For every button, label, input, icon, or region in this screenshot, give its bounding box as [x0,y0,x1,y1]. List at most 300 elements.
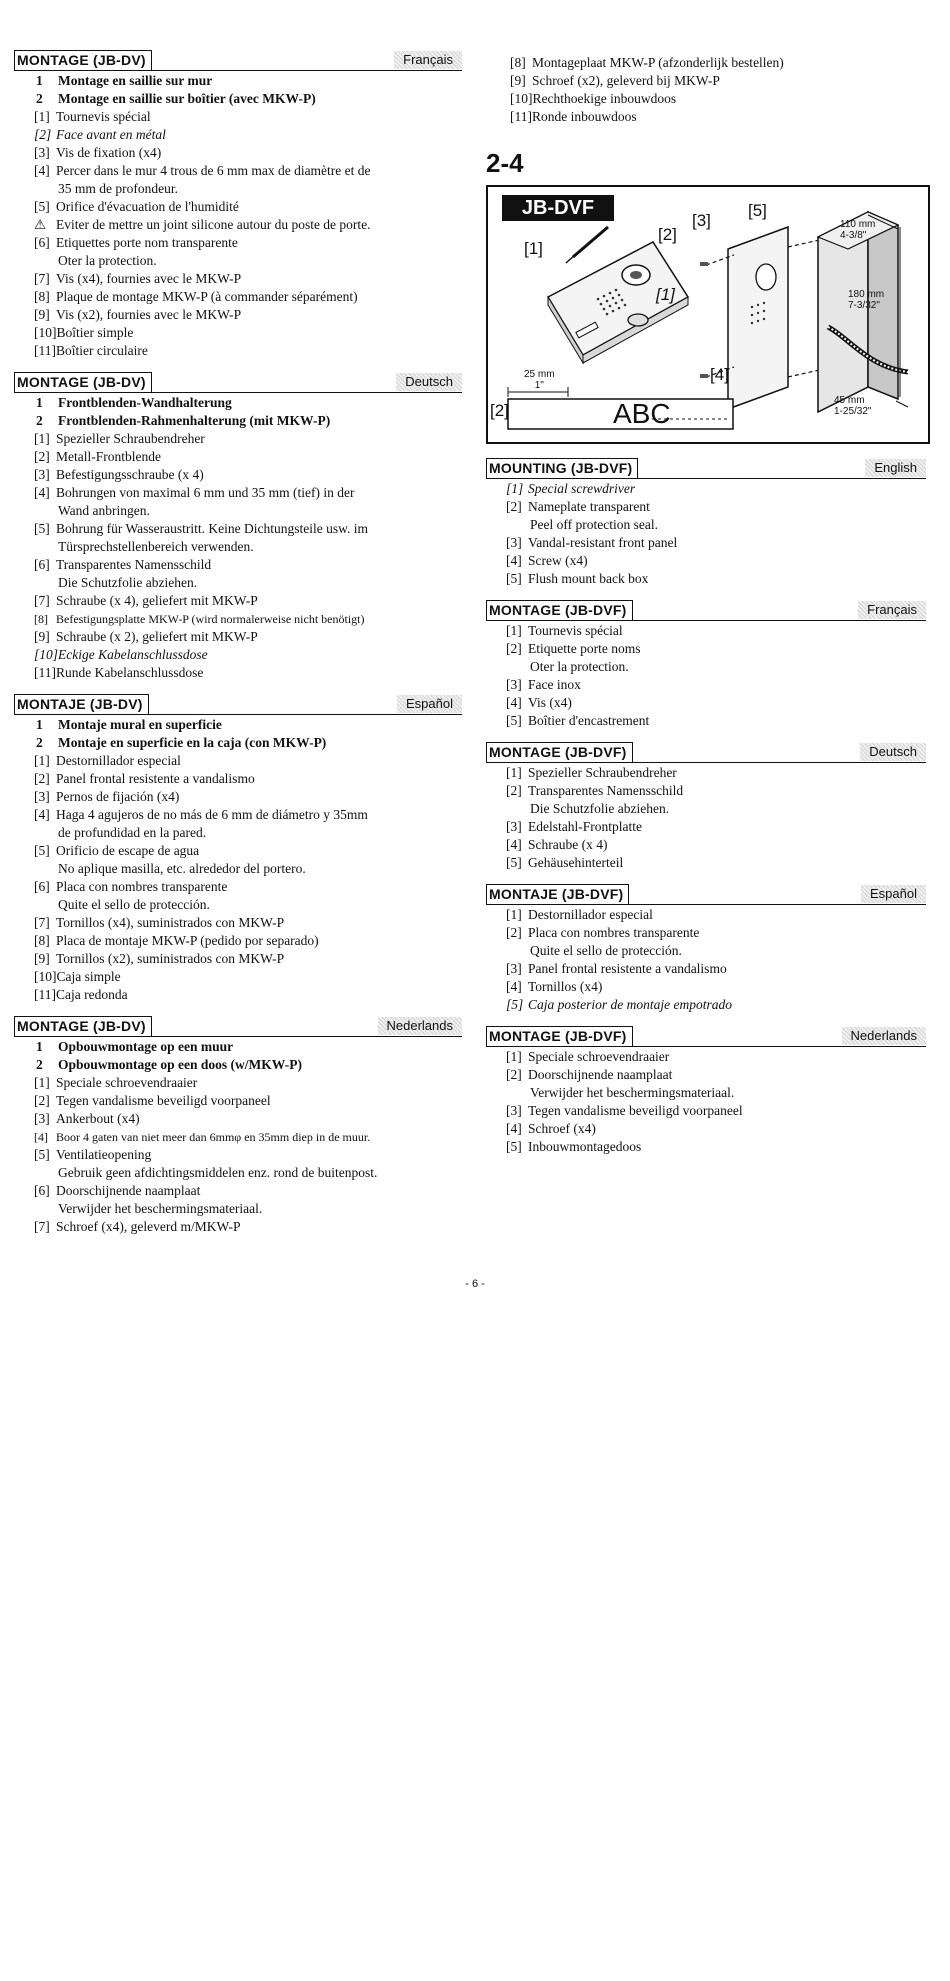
item-text: Die Schutzfolie abziehen. [58,575,198,590]
list-item-continuation [14,574,462,592]
jb-dvf-diagram [486,185,930,444]
item-text: Orificio de escape de agua [56,843,200,858]
language-tag: Français [394,51,462,69]
item-text: Befestigungsschraube (x 4) [56,467,204,482]
section-header [486,742,926,763]
callout-5: [5] [748,201,767,220]
item-text: Spezieller Schraubendreher [56,431,205,446]
item-number: [5] [506,997,524,1012]
language-tag: Deutsch [396,373,462,391]
item-text: Peel off protection seal. [530,517,658,532]
item-text: Haga 4 agujeros de no más de 6 mm de diámetro y 35mm [56,807,368,822]
list-item [14,306,462,324]
section-title: MONTAGE (JB-DV) [14,372,152,392]
item-text: Orifice d'évacuation de l'humidité [56,199,239,214]
item-number: 2 [36,735,43,750]
item-text: Schraube (x 4), geliefert mit MKW-P [56,593,258,608]
list-item [14,342,462,360]
item-text: Spezieller Schraubendreher [528,765,677,780]
item-number: [11] [34,987,56,1002]
list-item [14,556,462,574]
list-item-continuation [486,516,926,534]
front-panel-lens [756,264,776,290]
item-number: [2] [506,499,522,514]
language-tag: Nederlands [378,1017,463,1035]
list-item [486,782,926,800]
item-number: [11] [34,665,56,680]
item-text: Flush mount back box [528,571,649,586]
list-item [486,906,926,924]
item-number: [5] [34,199,50,214]
list-item [486,54,926,72]
item-number: [2] [34,771,50,786]
item-text: Opbouwmontage op een doos (w/MKW-P) [58,1057,303,1072]
item-number: [2] [34,449,50,464]
list-item [14,1146,462,1164]
item-number: [4] [506,553,522,568]
list-item [486,1048,926,1066]
item-text: Oter la protection. [530,659,629,674]
item-number: [7] [34,915,50,930]
list-item [486,90,926,108]
section-title: MOUNTING (JB-DVF) [486,458,638,478]
item-text: Tegen vandalisme beveiligd voorpaneel [56,1093,271,1108]
item-number: [2] [506,925,522,940]
item-text: Etiquette porte noms [528,641,641,656]
item-number: 1 [36,395,43,410]
item-number: [1] [506,623,522,638]
callout-2: [2] [658,225,677,244]
section-title: MONTAGE (JB-DV) [14,1016,152,1036]
item-text: Panel frontal resistente a vandalismo [528,961,727,976]
item-number: [3] [34,467,50,482]
item-number: [5] [506,713,522,728]
list-item [14,664,462,682]
item-text: Screw (x4) [528,553,588,568]
item-text: Destornillador especial [56,753,181,768]
section-title: MONTAJE (JB-DV) [14,694,149,714]
section [14,1016,462,1236]
item-text: Boîtier simple [56,325,134,340]
item-number: [7] [34,593,50,608]
left-sections [14,50,462,1236]
item-number: [4] [34,1130,48,1144]
section [486,884,926,1014]
list-item [486,960,926,978]
section [486,600,926,730]
item-text: Panel frontal resistente a vandalismo [56,771,255,786]
item-number: [6] [34,879,50,894]
item-number: 2 [36,1057,43,1072]
section [486,1026,926,1156]
list-item [14,72,462,90]
list-item [14,1074,462,1092]
item-text: Vandal-resistant front panel [528,535,678,550]
section [14,694,462,1004]
item-text: Verwijder het beschermingsmateriaal. [58,1201,263,1216]
language-tag: Nederlands [842,1027,927,1045]
callout-4: [4] [710,365,729,384]
list-item [14,878,462,896]
item-text: Metall-Frontblende [56,449,161,464]
item-number: [1] [34,753,50,768]
item-text: Nameplate transparent [528,499,650,514]
item-text: Face avant en métal [56,127,166,142]
item-text: Doorschijnende naamplaat [528,1067,673,1082]
item-number: [1] [34,1075,50,1090]
language-tag: Deutsch [860,743,926,761]
item-number: [5] [34,843,50,858]
item-number: [6] [34,1183,50,1198]
list-item [486,1120,926,1138]
list-item [486,552,926,570]
item-text: Tornillos (x4) [528,979,603,994]
item-number: [5] [506,1139,522,1154]
item-text: Caja redonda [56,987,128,1002]
list-item [14,108,462,126]
item-text: Ventilatieopening [56,1147,152,1162]
list-item [14,324,462,342]
list-item [486,978,926,996]
item-number: [7] [34,271,50,286]
list-item [486,72,926,90]
item-text: Speciale schroevendraaier [56,1075,198,1090]
list-item [14,628,462,646]
section-title: MONTAGE (JB-DV) [14,50,152,70]
item-number: [4] [34,485,50,500]
dim-height-mm: 180 mm [848,289,885,300]
item-number: [8] [34,289,50,304]
dim-nameplate-in: 1" [534,380,544,391]
item-text: Bohrung für Wasseraustritt. Keine Dichtungsteile usw. im [56,521,368,536]
item-number: ⚠ [34,217,47,232]
item-text: Caja posterior de montaje empotrado [528,997,732,1012]
item-text: Türsprechstellenbereich verwenden. [58,539,254,554]
item-text: Edelstahl-Frontplatte [528,819,642,834]
front-panel-exploded [728,227,788,409]
item-text: Gehäusehinterteil [528,855,624,870]
callout-2-nameplate: [2] [490,401,509,420]
list-item [14,448,462,466]
dim-depth [834,395,871,417]
list-item [486,1138,926,1156]
list-item [14,734,462,752]
list-item [14,394,462,412]
callout-3: [3] [692,211,711,230]
item-text: Schraube (x 4) [528,837,608,852]
callout-1: [1] [524,239,543,258]
list-item [486,108,926,126]
list-item [14,986,462,1004]
list-item [486,694,926,712]
item-number: [4] [506,695,522,710]
list-item [486,1102,926,1120]
list-item [14,1182,462,1200]
item-text: Vis (x4), fournies avec le MKW-P [56,271,242,286]
list-item [486,498,926,516]
list-item [14,914,462,932]
list-item [14,198,462,216]
item-number: [5] [34,1147,50,1162]
section-title: MONTAGE (JB-DVF) [486,742,633,762]
list-item [14,162,462,180]
section [486,458,926,588]
item-number: [10] [34,969,57,984]
item-number: [2] [506,641,522,656]
item-text: Transparentes Namensschild [528,783,684,798]
screws [700,262,708,378]
item-number: [4] [506,1121,522,1136]
item-text: Destornillador especial [528,907,653,922]
item-number: 1 [36,73,43,88]
item-number: [11] [34,343,56,358]
callout-1-lower: [1] [656,285,675,304]
item-number: [5] [506,855,522,870]
screwdriver-tip [566,254,576,263]
item-text: Rechthoekige inbouwdoos [532,91,677,106]
item-text: Montaje en superficie en la caja (con MKW-P) [58,735,327,750]
item-number: [2] [506,1067,522,1082]
item-number: [3] [506,819,522,834]
item-number: [1] [506,1049,522,1064]
item-number: [3] [34,145,50,160]
list-item-continuation [14,180,462,198]
item-number: [1] [34,431,50,446]
list-item [14,1128,462,1146]
item-text: Schroef (x4), geleverd m/MKW-P [56,1219,241,1234]
dim-nameplate-mm: 25 mm [524,369,555,380]
list-item [14,126,462,144]
item-text: Befestigungsplatte MKW-P (wird normalerweise nicht benötigt) [56,612,365,626]
list-item [14,950,462,968]
item-number: [1] [506,765,522,780]
list-item [486,534,926,552]
item-number: [4] [34,163,50,178]
language-tag: Español [397,695,462,713]
list-item [14,1110,462,1128]
list-item [14,932,462,950]
item-number: [9] [34,629,50,644]
item-text: Schroef (x4) [528,1121,596,1136]
item-text: Special screwdriver [528,481,636,496]
item-text: Tegen vandalisme beveiligd voorpaneel [528,1103,743,1118]
list-item [486,764,926,782]
dim-width-in: 4-3/8" [840,230,867,241]
list-item [14,1056,462,1074]
item-text: Boor 4 gaten van niet meer dan 6mmφ en 35mm diep in de muur. [56,1130,371,1144]
item-text: Schroef (x2), geleverd bij MKW-P [532,73,720,88]
section-title: MONTAGE (JB-DVF) [486,600,633,620]
section-number: 2-4 [486,148,524,178]
item-number: [4] [506,837,522,852]
item-number: [4] [34,807,50,822]
item-number: [3] [34,1111,50,1126]
item-number: [9] [34,307,50,322]
item-text: Montaje mural en superficie [58,717,222,732]
list-item [486,570,926,588]
item-text: Eckige Kabelanschlussdose [58,647,208,662]
item-text: Tornillos (x4), suministrados con MKW-P [56,915,285,930]
item-number: [8] [510,55,526,70]
item-text: Eviter de mettre un joint silicone autour du poste de porte. [56,217,371,232]
item-text: Tornillos (x2), suministrados con MKW-P [56,951,285,966]
dim-width [840,219,875,241]
call-button [628,314,648,326]
item-number: [6] [34,557,50,572]
item-number: [1] [506,481,524,496]
item-text: Bohrungen von maximal 6 mm und 35 mm (tief) in der [56,485,355,500]
item-text: Runde Kabelanschlussdose [56,665,204,680]
item-number: [8] [34,933,50,948]
item-text: Frontblenden-Wandhalterung [58,395,232,410]
dim-height-in: 7-3/32" [848,300,880,311]
model-tag: JB-DVF [502,195,614,221]
left-column [14,50,462,1248]
dim-width-mm: 110 mm [840,219,876,230]
item-number: [5] [506,571,522,586]
list-item [486,996,926,1014]
item-text: Montage en saillie sur mur [58,73,213,88]
list-item [486,622,926,640]
item-text: Montage en saillie sur boîtier (avec MKW-P) [58,91,316,106]
list-item-continuation [14,824,462,842]
list-item-continuation [14,1200,462,1218]
item-number: [3] [506,535,522,550]
item-text: Face inox [528,677,581,692]
list-item [14,788,462,806]
item-number: [4] [506,979,522,994]
list-item [14,1038,462,1056]
item-text: Tournevis spécial [56,109,151,124]
item-number: [1] [34,109,50,124]
item-text: Die Schutzfolie abziehen. [530,801,670,816]
item-text: Gebruik geen afdichtingsmiddelen enz. rond de buitenpost. [58,1165,378,1180]
dim-depth-in: 1-25/32" [834,406,872,417]
section-header [14,50,462,71]
item-text: Plaque de montage MKW-P (à commander séparément) [56,289,358,304]
list-item [486,854,926,872]
item-text: Etiquettes porte nom transparente [56,235,238,250]
list-item [14,842,462,860]
item-text: Percer dans le mur 4 trous de 6 mm max de diamètre et de [56,163,371,178]
list-item [14,968,462,986]
list-item [486,712,926,730]
item-text: Verwijder het beschermingsmateriaal. [530,1085,735,1100]
item-number: [2] [506,783,522,798]
right-sections [486,458,926,1156]
section-header [14,372,462,393]
list-item [14,288,462,306]
list-item [486,818,926,836]
section-header [486,458,926,479]
item-text: Speciale schroevendraaier [528,1049,670,1064]
item-number: [3] [506,961,522,976]
list-item [14,90,462,108]
section-title: MONTAGE (JB-DVF) [486,1026,633,1046]
list-item-continuation [14,252,462,270]
section [14,50,462,360]
item-number: 1 [36,1039,43,1054]
list-item [486,924,926,942]
item-text: Opbouwmontage op een muur [58,1039,234,1054]
item-text: No aplique masilla, etc. alrededor del portero. [58,861,306,876]
item-text: Transparentes Namensschild [56,557,212,572]
item-text: Boîtier d'encastrement [528,713,650,728]
section-title: MONTAJE (JB-DVF) [486,884,629,904]
item-number: [2] [34,127,52,142]
nederlands-continuation [486,54,926,126]
item-number: [9] [34,951,50,966]
item-number: [5] [34,521,50,536]
camera-lens-inner [630,271,642,279]
item-text: Schraube (x 2), geliefert mit MKW-P [56,629,258,644]
dim-nameplate [524,369,555,391]
list-item [14,484,462,502]
item-text: Caja simple [56,969,121,984]
list-item [14,806,462,824]
item-number: [7] [34,1219,50,1234]
item-number: [10] [34,647,59,662]
language-tag: Español [861,885,926,903]
list-item-continuation [14,1164,462,1182]
section-header [486,1026,926,1047]
list-item [14,216,462,234]
item-text: Quite el sello de protección. [530,943,682,958]
section-header [14,1016,462,1037]
item-text: Placa de montaje MKW-P (pedido por separado) [56,933,319,948]
item-text: Vis de fixation (x4) [56,145,162,160]
item-number: [1] [506,907,522,922]
list-item [14,430,462,448]
list-item-continuation [486,942,926,960]
list-item [14,466,462,484]
item-text: 35 mm de profondeur. [58,181,178,196]
item-number: [10] [510,91,533,106]
item-number: 2 [36,91,43,106]
item-text: Montageplaat MKW-P (afzonderlijk bestellen) [532,55,784,70]
item-text: Frontblenden-Rahmenhalterung (mit MKW-P) [58,413,331,428]
list-item-continuation [14,538,462,556]
item-text: Doorschijnende naamplaat [56,1183,201,1198]
dim-height [848,289,884,311]
list-item [14,520,462,538]
nameplate-text: ABC [613,398,671,429]
list-item-continuation [14,502,462,520]
right-column [486,50,926,1168]
section-header [486,600,926,621]
item-number: [6] [34,235,50,250]
language-tag: Français [858,601,926,619]
list-item [14,234,462,252]
item-number: [9] [510,73,526,88]
item-number: [3] [506,1103,522,1118]
list-item [14,412,462,430]
item-text: Ankerbout (x4) [56,1111,140,1126]
list-item [14,610,462,628]
list-item-continuation [14,860,462,878]
item-number: [2] [34,1093,50,1108]
item-text: Inbouwmontagedoos [528,1139,642,1154]
list-item [486,480,926,498]
list-item [486,676,926,694]
list-item [14,144,462,162]
item-number: 1 [36,717,43,732]
item-text: Tournevis spécial [528,623,623,638]
item-text: Wand anbringen. [58,503,150,518]
language-tag: English [865,459,926,477]
list-item [486,836,926,854]
list-item [14,646,462,664]
